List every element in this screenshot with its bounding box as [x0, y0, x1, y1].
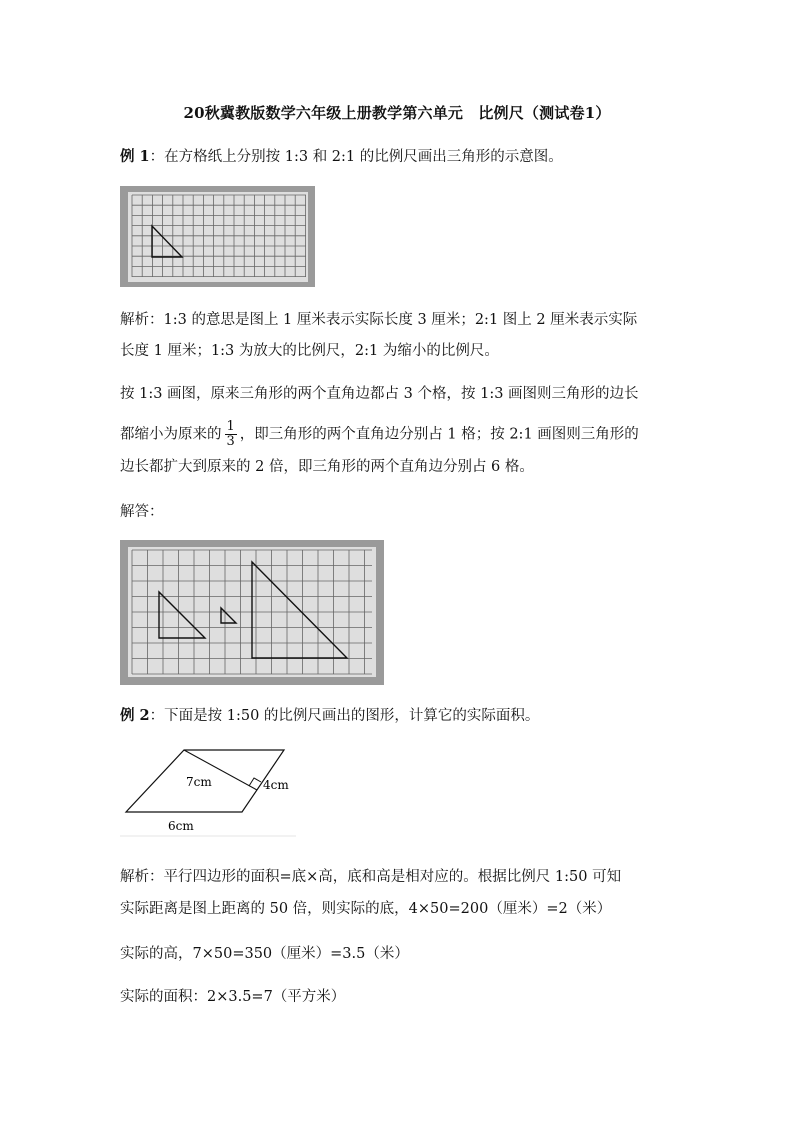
analysis2-line2: 实际距离是图上距离的 50 倍，则实际的底，4×50=200（厘米）=2（米）: [120, 901, 612, 917]
figure-1-grid: [120, 186, 315, 291]
analysis1-line1: 解析：1:3 的意思是图上 1 厘米表示实际长度 3 厘米；2:1 图上 2 厘米表示实际: [120, 312, 638, 328]
fraction-denominator: 3: [226, 434, 235, 449]
analysis2-line1: 解析：平行四边形的面积=底×高，底和高是相对应的。根据比例尺 1:50 可知: [120, 869, 622, 885]
example2-label: 例 2: [120, 707, 150, 724]
figure-2-grid: [120, 540, 384, 689]
example1-label: 例 1: [120, 148, 150, 165]
right-angle-mark: [249, 778, 261, 786]
analysis1-p2-line3: 边长都扩大到原来的 2 倍，即三角形的两个直角边分别占 6 格。: [120, 459, 534, 475]
diag-length-label: 7cm: [186, 775, 212, 789]
figure-parallelogram: [120, 742, 300, 842]
base-length-label: 6cm: [168, 819, 194, 833]
example2-text: ：下面是按 1:50 的比例尺画出的图形，计算它的实际面积。: [149, 708, 540, 724]
analysis1-p2-line1: 按 1:3 画图，原来三角形的两个直角边都占 3 个格，按 1:3 画图则三角形的边长: [120, 386, 639, 402]
p2-line2-after: ，即三角形的两个直角边分别占 1 格；按 2:1 画图则三角形的: [239, 426, 639, 443]
analysis2-line3: 实际的高，7×50=350（厘米）=3.5（米）: [120, 946, 409, 962]
example1-line: [120, 147, 680, 167]
example1-text: ：在方格纸上分别按 1:3 和 2:1 的比例尺画出三角形的示意图。: [149, 149, 563, 165]
height-length-label: 4cm: [263, 778, 289, 792]
example2-line: [120, 706, 680, 726]
p2-line2-before: 都缩小为原来的: [120, 426, 222, 443]
page-title: 20秋冀教版数学六年级上册教学第六单元 比例尺（测试卷1）: [183, 104, 611, 122]
answer-label: 解答：: [120, 504, 164, 520]
fraction-numerator: 1: [226, 419, 235, 434]
analysis1-line2: 长度 1 厘米；1:3 为放大的比例尺，2:1 为缩小的比例尺。: [120, 343, 499, 359]
analysis1-p2-line2: [120, 420, 680, 449]
analysis2-line4: 实际的面积：2×3.5=7（平方米）: [120, 989, 346, 1005]
fraction-one-third: [225, 420, 237, 449]
